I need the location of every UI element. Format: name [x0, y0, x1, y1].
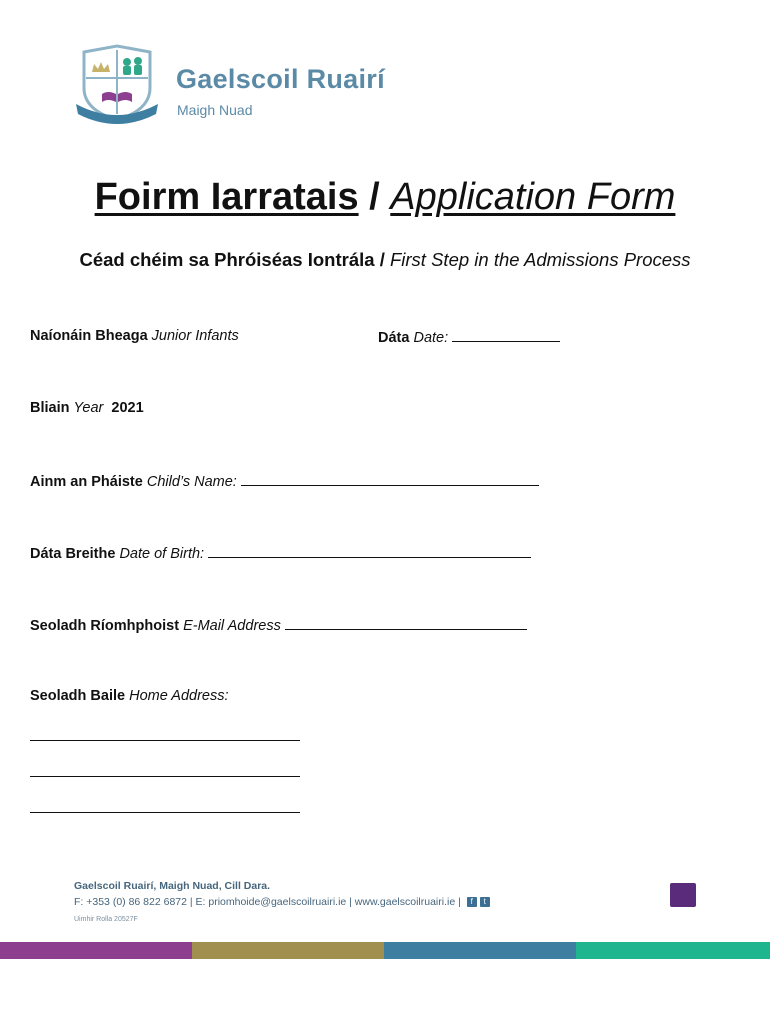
footer-stripe-blue — [384, 942, 576, 959]
form-title — [0, 176, 770, 219]
child-name-label-english: Child’s Name: — [146, 474, 237, 490]
partner-badge-icon — [670, 883, 696, 907]
subtitle-irish: Céad chéim sa Phróiséas Iontrála — [79, 249, 375, 270]
school-crest-logo — [72, 44, 162, 128]
subtitle-english: First Step in the Admissions Process — [389, 249, 691, 270]
year-value: 2021 — [111, 400, 144, 416]
class-field — [30, 328, 239, 344]
email-label-english: E-Mail Address — [183, 618, 281, 634]
email-label-irish: Seoladh Ríomhphoist — [30, 618, 180, 634]
form-title-irish: Foirm Iarratais — [94, 176, 359, 218]
school-place: Maigh Nuad — [177, 102, 253, 118]
home-address-field — [30, 688, 229, 704]
footer-stripe-purple — [0, 942, 192, 959]
email-field — [30, 616, 527, 634]
year-field — [30, 400, 144, 416]
home-address-label-english: Home Address: — [129, 688, 229, 704]
form-title-english: Application Form — [390, 176, 676, 218]
form-subtitle — [0, 249, 770, 271]
footer-stripe-teal — [576, 942, 770, 959]
home-address-line-2[interactable] — [30, 776, 300, 777]
date-label-irish: Dáta — [378, 330, 410, 346]
date-blank[interactable] — [452, 328, 560, 342]
class-label-irish: Naíonáin Bheaga — [30, 328, 148, 344]
footer-stripe-olive — [192, 942, 384, 959]
footer-roll-number: Uimhir Rolla 20527F — [74, 916, 138, 923]
email-blank[interactable] — [285, 616, 527, 630]
home-address-line-1[interactable] — [30, 740, 300, 741]
twitter-icon[interactable]: t — [480, 897, 490, 907]
year-label-english: Year — [73, 400, 104, 416]
child-name-label-irish: Ainm an Pháiste — [30, 474, 143, 490]
dob-label-english: Date of Birth: — [119, 546, 205, 562]
subtitle-separator: / — [374, 249, 390, 270]
child-name-blank[interactable] — [241, 472, 539, 486]
dob-label-irish: Dáta Breithe — [30, 546, 116, 562]
school-name: Gaelscoil Ruairí — [176, 64, 385, 94]
class-label-english: Junior Infants — [151, 328, 239, 344]
child-name-field — [30, 472, 539, 490]
dob-blank[interactable] — [208, 544, 531, 558]
facebook-icon[interactable]: f — [467, 897, 477, 907]
footer-address: Gaelscoil Ruairí, Maigh Nuad, Cill Dara. — [74, 880, 271, 892]
year-label-irish: Bliain — [30, 400, 70, 416]
date-label-english: Date: — [413, 330, 449, 346]
form-title-separator: / — [358, 176, 391, 218]
dob-field — [30, 544, 531, 562]
footer-contact-text: F: +353 (0) 86 822 6872 | E: priomhoide@gaelscoilruairi.ie | www.gaelscoilruairi.ie | — [74, 896, 461, 908]
footer-contact — [74, 896, 490, 908]
date-field — [378, 328, 560, 346]
home-address-label-irish: Seoladh Baile — [30, 688, 126, 704]
home-address-line-3[interactable] — [30, 812, 300, 813]
